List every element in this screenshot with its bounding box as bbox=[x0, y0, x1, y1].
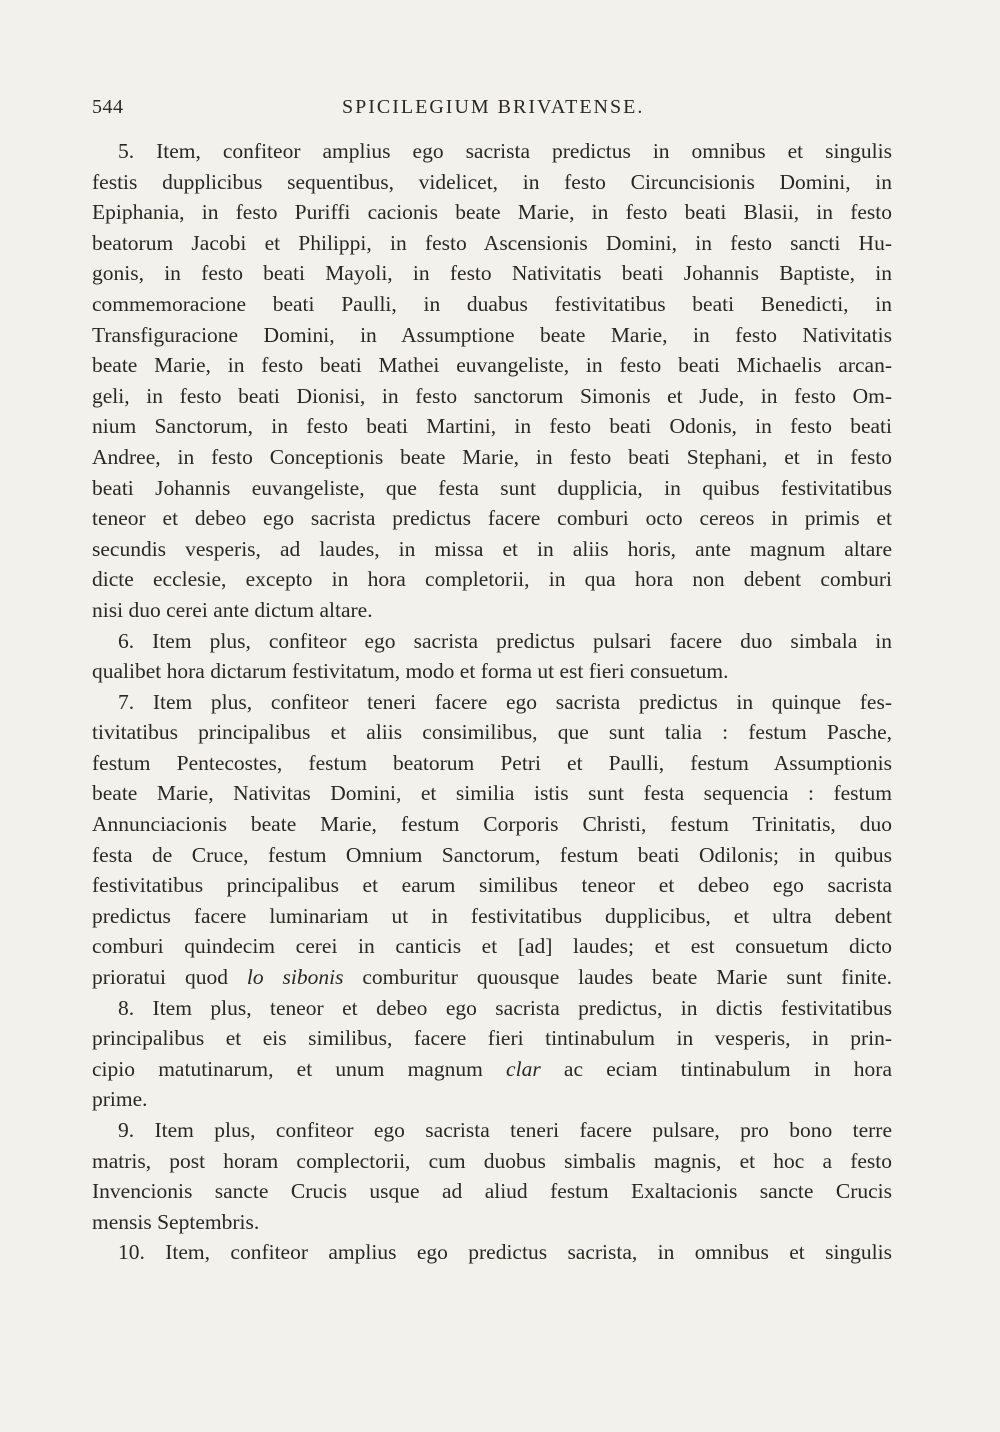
text-line: festa de Cruce, festum Omnium Sanctorum, festum beati Odilonis; in quibus bbox=[92, 842, 892, 867]
text-line: beate Marie, in festo beati Mathei euvangeliste, in festo beati Michaelis arcan- bbox=[92, 353, 892, 378]
italic-term: lo sibonis bbox=[246, 965, 344, 990]
text-line: qualibet hora dictarum festivitatum, modo et forma ut est fieri consuetum. bbox=[92, 659, 729, 684]
text-line: teneor et debeo ego sacrista predictus facere comburi octo cereos in primis et bbox=[92, 506, 892, 531]
text-line: Epiphania, in festo Puriffi cacionis beate Marie, in festo beati Blasii, in festo bbox=[92, 200, 892, 225]
text-line: dicte ecclesie, excepto in hora completorii, in qua hora non debent comburi bbox=[92, 567, 892, 592]
running-title: SPICILEGIUM BRIVATENSE. bbox=[342, 96, 645, 118]
text-line: festivitatibus principalibus et earum similibus teneor et debeo ego sacrista bbox=[92, 873, 892, 898]
text-line: 9. Item plus, confiteor ego sacrista teneri facere pulsare, pro bono terre bbox=[118, 1118, 892, 1142]
italic-term: clar bbox=[506, 1056, 541, 1081]
text-line: cipio matutinarum, et unum magnum clar ac eciam tintinabulum in hora bbox=[92, 1056, 892, 1081]
text-line: beatorum Jacobi et Philippi, in festo Ascensionis Domini, in festo sancti Hu- bbox=[92, 230, 892, 255]
text-line: nisi duo cerei ante dictum altare. bbox=[92, 597, 373, 622]
text-line: commemoracione beati Paulli, in duabus festivitatibus beati Benedicti, in bbox=[92, 291, 892, 316]
text-line: prime. bbox=[92, 1087, 148, 1112]
text-line: mensis Septembris. bbox=[92, 1209, 260, 1234]
text-line: comburi quindecim cerei in canticis et [ad] laudes; et est consuetum dicto bbox=[92, 934, 892, 959]
text-line: 8. Item plus, teneor et debeo ego sacrista predictus, in dictis festivitatibus bbox=[118, 995, 892, 1020]
text-line: 10. Item, confiteor amplius ego predictus sacrista, in omnibus et singulis bbox=[118, 1240, 892, 1265]
text-line: Andree, in festo Conceptionis beate Marie, in festo beati Stephani, et in festo bbox=[92, 444, 892, 469]
text-line: Invencionis sancte Crucis usque ad aliud festum Exaltacionis sancte Crucis bbox=[92, 1179, 892, 1204]
text-line: tivitatibus principalibus et aliis consimilibus, que sunt talia : festum Pasche, bbox=[92, 720, 892, 745]
text-line: Annunciacionis beate Marie, festum Corporis Christi, festum Trinitatis, duo bbox=[92, 812, 892, 837]
text-line: principalibus et eis similibus, facere fieri tintinabulum in vesperis, in prin- bbox=[92, 1026, 892, 1051]
body-text bbox=[92, 136, 892, 1268]
text-line: 6. Item plus, confiteor ego sacrista predictus pulsari facere duo simbala in bbox=[118, 628, 892, 653]
text-line: Transfiguracione Domini, in Assumptione beate Marie, in festo Nativitatis bbox=[92, 322, 892, 347]
text-line: 5. Item, confiteor amplius ego sacrista predictus in omnibus et singulis bbox=[118, 139, 892, 163]
text-line: nium Sanctorum, in festo beati Martini, in festo beati Odonis, in festo beati bbox=[92, 414, 892, 439]
text-line: prioratui quod lo sibonis comburitur quousque laudes beate Marie sunt finite. bbox=[92, 965, 893, 990]
page-number: 544 bbox=[92, 96, 124, 118]
text-line: beati Johannis euvangeliste, que festa sunt dupplicia, in quibus festivitatibus bbox=[92, 475, 892, 500]
page-header bbox=[92, 96, 898, 126]
text-line: geli, in festo beati Dionisi, in festo sanctorum Simonis et Jude, in festo Om- bbox=[92, 383, 892, 408]
text-line: matris, post horam complectorii, cum duobus simbalis magnis, et hoc a festo bbox=[92, 1148, 892, 1173]
text-line: beate Marie, Nativitas Domini, et similia istis sunt festa sequencia : festum bbox=[92, 781, 892, 806]
text-line: festum Pentecostes, festum beatorum Petri et Paulli, festum Assumptionis bbox=[92, 750, 892, 775]
text-line: gonis, in festo beati Mayoli, in festo Nativitatis beati Johannis Baptiste, in bbox=[92, 261, 892, 286]
text-line: festis dupplicibus sequentibus, videlicet, in festo Circuncisionis Domini, in bbox=[92, 169, 892, 194]
text-line: secundis vesperis, ad laudes, in missa et in aliis horis, ante magnum altare bbox=[92, 536, 892, 561]
text-line: 7. Item plus, confiteor teneri facere ego sacrista predictus in quinque fes- bbox=[118, 689, 892, 714]
text-line: predictus facere luminariam ut in festivitatibus dupplicibus, et ultra debent bbox=[92, 903, 892, 928]
